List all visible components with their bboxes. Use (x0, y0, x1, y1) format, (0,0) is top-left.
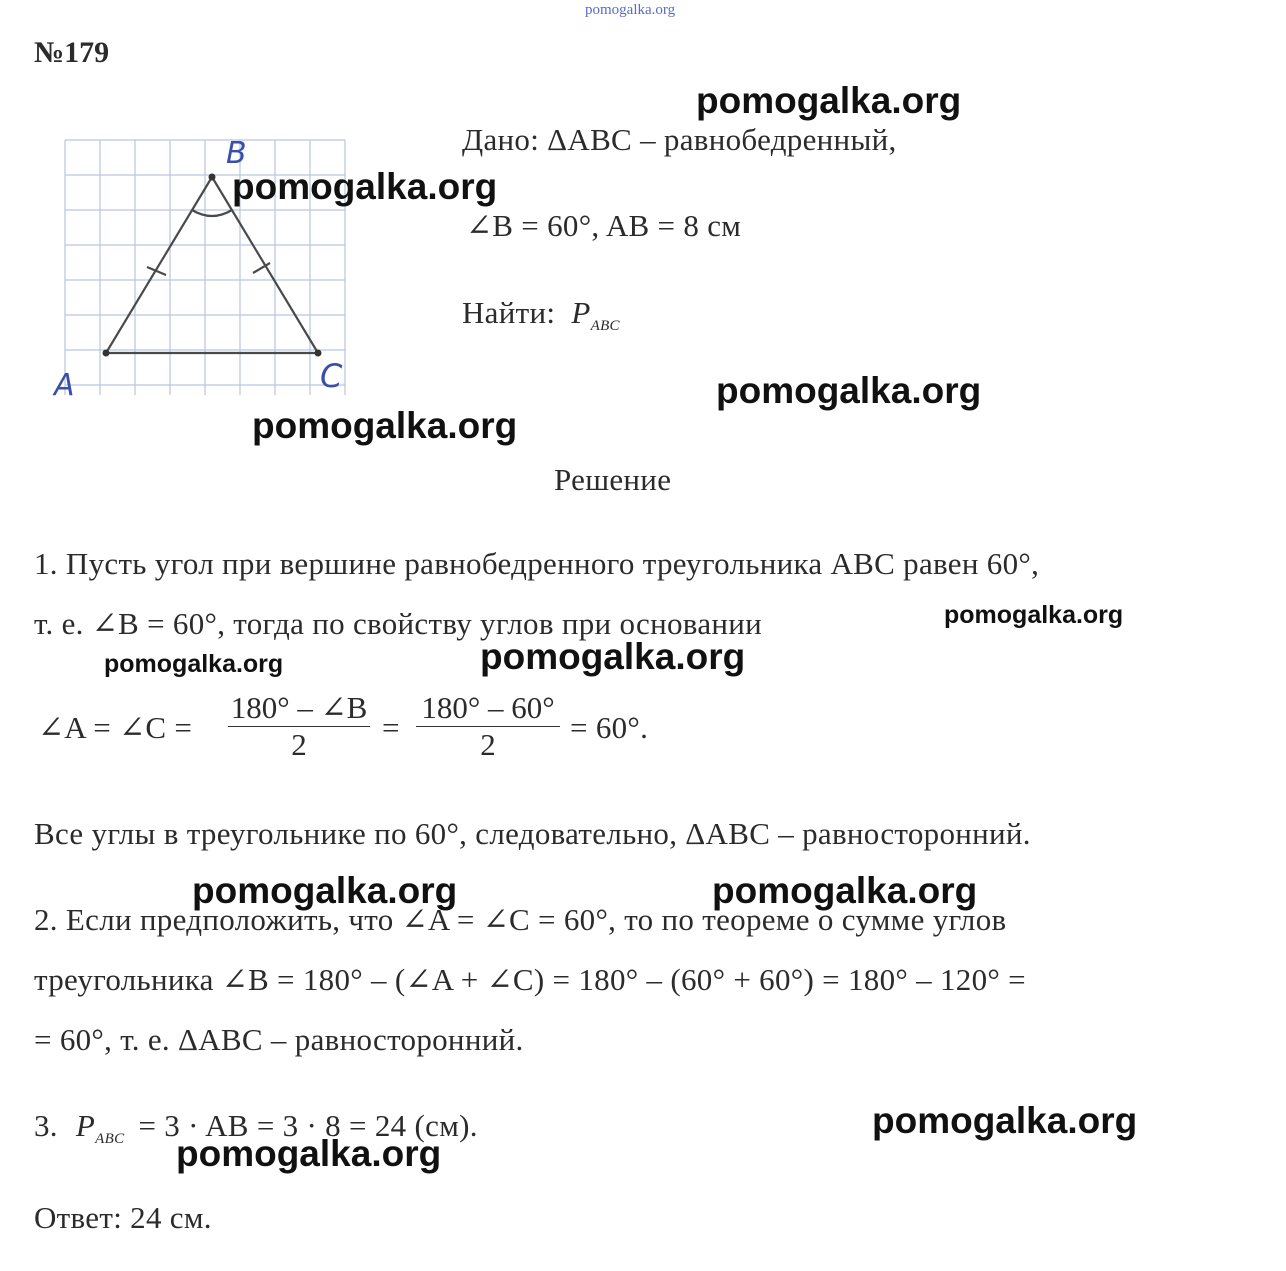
eq-left: ∠A = ∠C = (38, 710, 193, 745)
watermark: pomogalka.org (712, 870, 978, 911)
watermark: pomogalka.org (192, 870, 458, 911)
given-line-2: ∠B = 60°, AB = 8 см (466, 208, 742, 243)
p1-line-2: т. е. ∠B = 60°, тогда по свойству углов при основании (34, 606, 763, 641)
fraction-2-denominator: 2 (480, 727, 496, 762)
p3-p: P (75, 1108, 96, 1143)
fraction-1-numerator: 180° – ∠B (230, 690, 368, 725)
p3-prefix: 3. (34, 1108, 58, 1143)
watermark: pomogalka.org (104, 650, 284, 678)
fraction-1 (228, 690, 370, 763)
p3-subscript: ABC (95, 1131, 125, 1148)
p2-line-1: 2. Если предположить, что ∠A = ∠C = 60°, то по теореме о сумме углов (34, 902, 1007, 937)
label-c: C (320, 357, 343, 395)
watermark: pomogalka.org (232, 166, 498, 207)
find-label: Найти: (462, 295, 556, 330)
watermark: pomogalka.org (872, 1100, 1138, 1141)
p2-line-2: треугольника ∠B = 180° – (∠A + ∠C) = 180° – (60° + 60°) = 180° – 120° = (34, 962, 1026, 997)
vertex-c-dot (315, 350, 322, 357)
find-value: P (571, 295, 591, 330)
fraction-1-denominator: 2 (291, 727, 307, 762)
p1-conclusion: Все углы в треугольнике по 60°, следовательно, ΔABC – равносторонний. (34, 816, 1031, 851)
p3-rest: = 3 · AB = 3 · 8 = 24 (см). (138, 1108, 478, 1143)
find-subscript: ABC (590, 318, 620, 335)
eq-mid: = (382, 710, 400, 745)
given-line-1: Дано: ΔABC – равнобедренный, (462, 122, 897, 157)
vertex-a-dot (103, 350, 110, 357)
watermark: pomogalka.org (480, 636, 746, 677)
fraction-2-numerator: 180° – 60° (421, 690, 555, 725)
answer: Ответ: 24 см. (34, 1200, 212, 1235)
site-link-top[interactable]: pomogalka.org (585, 2, 676, 18)
vertex-b-dot (209, 174, 216, 181)
solution-title: Решение (554, 462, 672, 497)
label-a: A (54, 368, 75, 403)
watermark: pomogalka.org (716, 370, 982, 411)
eq-right: = 60°. (570, 710, 649, 745)
label-b: B (226, 136, 247, 171)
find-line (462, 295, 620, 335)
watermark: pomogalka.org (252, 405, 518, 446)
watermark: pomogalka.org (696, 80, 962, 121)
p2-line-3: = 60°, т. е. ΔABC – равносторонний. (34, 1022, 524, 1057)
watermark: pomogalka.org (944, 601, 1124, 629)
p1-line-1: 1. Пусть угол при вершине равнобедренного треугольника ABC равен 60°, (34, 546, 1040, 581)
watermark: pomogalka.org (176, 1133, 442, 1174)
problem-number: №179 (34, 36, 110, 69)
fraction-2 (416, 690, 560, 763)
